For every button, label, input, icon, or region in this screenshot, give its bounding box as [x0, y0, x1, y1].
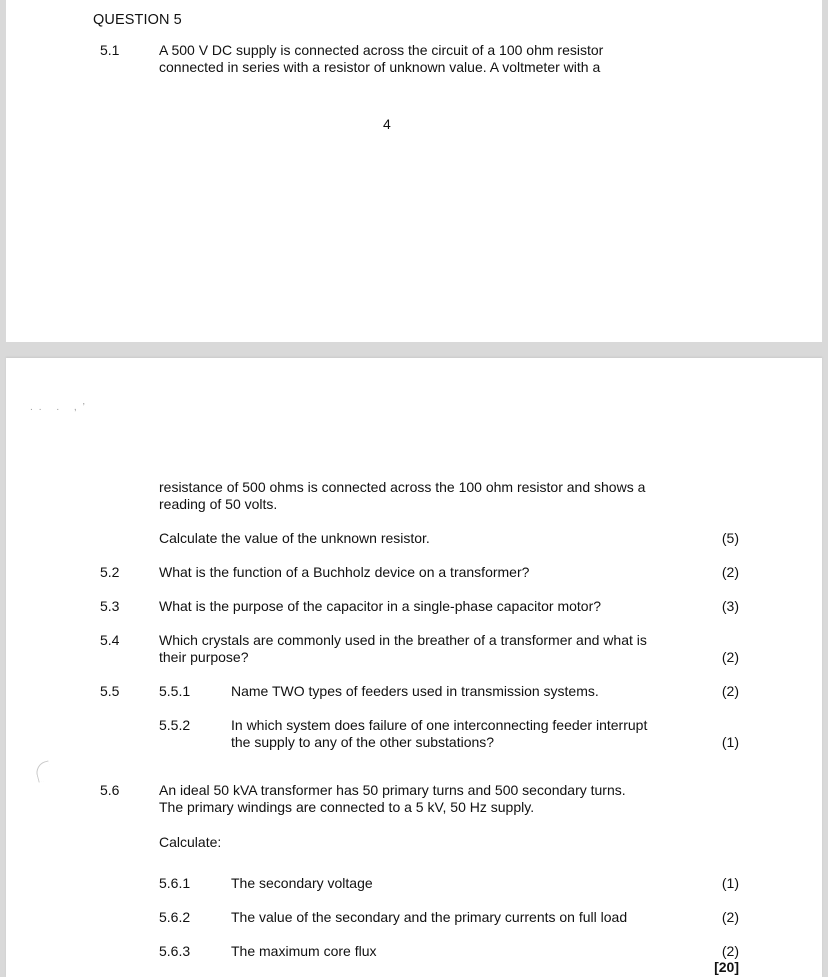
question-5-1-continued-line-2: reading of 50 volts. [159, 496, 278, 512]
question-number-5-5: 5.5 [100, 683, 120, 699]
mark-5-5-1: (2) [721, 683, 739, 699]
mark-5-5-2: (1) [721, 734, 739, 750]
question-number-5-6-1: 5.6.1 [159, 875, 191, 891]
question-number-5-2: 5.2 [100, 564, 120, 580]
question-5-5-2-line-1: In which system does failure of one interconnecting feeder interrupt [231, 717, 648, 733]
mark-5-6-2: (2) [721, 909, 739, 925]
question-heading: QUESTION 5 [93, 12, 182, 28]
question-5-5-2-line-2: the supply to any of the other substations? [231, 734, 495, 750]
question-5-4-line-2: their purpose? [159, 649, 249, 665]
question-5-6-1-text: The secondary voltage [231, 875, 373, 891]
scan-specks: .. . ,’ [30, 402, 91, 413]
question-number-5-1: 5.1 [100, 42, 120, 58]
question-number-5-3: 5.3 [100, 598, 120, 614]
question-5-1-line-2: connected in series with a resistor of unknown value. A voltmeter with a [159, 59, 601, 75]
mark-5-3: (3) [721, 598, 739, 614]
page-number: 4 [383, 116, 391, 132]
question-5-1-calculate: Calculate the value of the unknown resistor. [159, 530, 430, 546]
mark-5-6-1: (1) [721, 875, 739, 891]
question-5-5-1-text: Name TWO types of feeders used in transmission systems. [231, 683, 599, 699]
question-5-6-3-text: The maximum core flux [231, 943, 377, 959]
mark-5-4: (2) [721, 649, 739, 665]
question-5-1-continued-line-1: resistance of 500 ohms is connected across the 100 ohm resistor and shows a [159, 479, 646, 495]
question-number-5-5-1: 5.5.1 [159, 683, 191, 699]
question-number-5-5-2: 5.5.2 [159, 717, 191, 733]
question-number-5-6-2: 5.6.2 [159, 909, 191, 925]
question-5-6-2-text: The value of the secondary and the primary currents on full load [231, 909, 628, 925]
question-5-1-line-1: A 500 V DC supply is connected across the circuit of a 100 ohm resistor [159, 42, 604, 58]
question-5-4-line-1: Which crystals are commonly used in the breather of a transformer and what is [159, 632, 647, 648]
question-5-6-line-2: The primary windings are connected to a 5 kV, 50 Hz supply. [159, 799, 535, 815]
mark-5-1: (5) [721, 530, 739, 546]
total-marks: [20] [714, 959, 739, 975]
question-5-2-text: What is the function of a Buchholz device on a transformer? [159, 564, 530, 580]
question-number-5-6: 5.6 [100, 782, 120, 798]
question-number-5-4: 5.4 [100, 632, 120, 648]
mark-5-2: (2) [721, 564, 739, 580]
question-5-3-text: What is the purpose of the capacitor in a single-phase capacitor motor? [159, 598, 602, 614]
mark-5-6-3: (2) [721, 943, 739, 959]
question-5-6-line-1: An ideal 50 kVA transformer has 50 primary turns and 500 secondary turns. [159, 782, 626, 798]
question-number-5-6-3: 5.6.3 [159, 943, 191, 959]
question-5-6-calculate: Calculate: [159, 834, 222, 850]
